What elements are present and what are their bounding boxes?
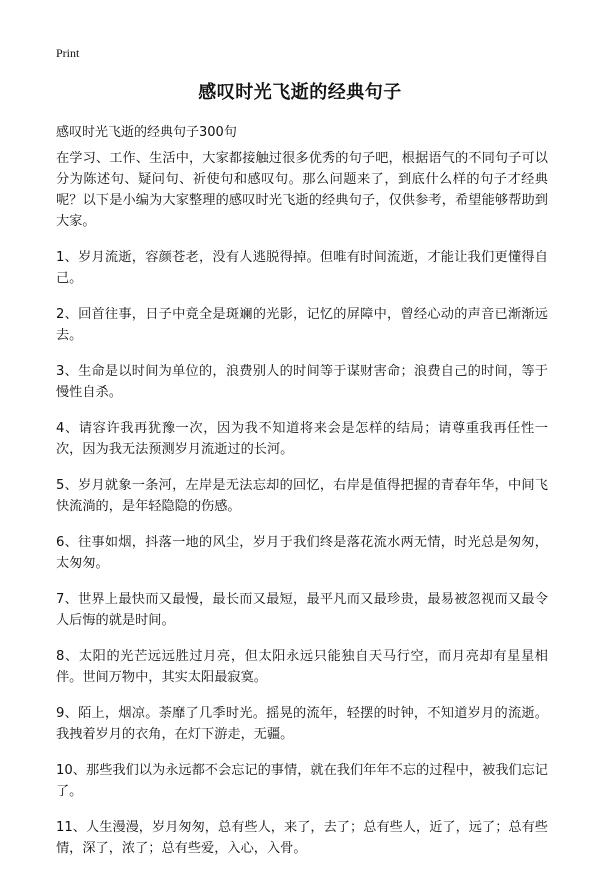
sentence-item-6: 6、往事如烟，抖落一地的风尘，岁月于我们终是落花流水两无情，时光总是匆匆，太匆匆。 — [56, 535, 548, 571]
sentence-item-3: 3、生命是以时间为单位的，浪费别人的时间等于谋财害命；浪费自己的时间，等于慢性自杀。 — [56, 364, 548, 400]
sentence-item-7: 7、世界上最快而又最慢，最长而又最短，最平凡而又最珍贵，最易被忽视而又最令人后悔的就是时间。 — [56, 592, 548, 628]
sentence-item-5: 5、岁月就象一条河，左岸是无法忘却的回忆，右岸是值得把握的青春年华，中间飞快流淌的，是年轻隐隐的伤感。 — [56, 478, 548, 514]
sentence-item-11: 11、人生漫漫，岁月匆匆，总有些人，来了，去了；总有些人，近了，远了；总有些情，深了，浓了；总有些爱，入心，入骨。 — [56, 820, 548, 856]
sentence-item-8: 8、太阳的光芒远远胜过月亮，但太阳永远只能独自天马行空，而月亮却有星星相伴。世间万物中，其实太阳最寂寞。 — [56, 649, 548, 685]
intro-paragraph: 在学习、工作、生活中，大家都接触过很多优秀的句子吧，根据语气的不同句子可以分为陈述句、疑问句、祈使句和感叹句。那么问题来了，到底什么样的句子才经典呢？以下是小编为大家整理的感叹时光飞逝的经典句子，仅供参考，希望能够帮助到大家。 — [56, 151, 548, 229]
sentence-item-2: 2、回首往事，日子中竟全是斑斓的光影，记忆的屏障中，曾经心动的声音已渐渐远去。 — [56, 307, 548, 343]
document-subtitle: 感叹时光飞逝的经典句子300句 — [56, 125, 237, 140]
sentence-item-1: 1、岁月流逝，容颜苍老，没有人逃脱得掉。但唯有时间流逝，才能让我们更懂得自己。 — [56, 250, 548, 286]
sentence-item-4: 4、请容许我再犹豫一次，因为我不知道将来会是怎样的结局；请尊重我再任性一次，因为我无法预测岁月流逝过的长河。 — [56, 421, 548, 457]
sentence-item-10: 10、那些我们以为永远都不会忘记的事情，就在我们年年不忘的过程中，被我们忘记了。 — [56, 763, 548, 799]
sentence-item-9: 9、陌上，烟凉。荼靡了几季时光。摇晃的流年，轻摆的时钟，不知道岁月的流逝。我拽着岁月的衣角，在灯下游走，无疆。 — [56, 706, 548, 742]
page-title: 感叹时光飞逝的经典句子 — [198, 82, 402, 103]
article-body — [56, 148, 548, 874]
print-link[interactable]: Print — [56, 46, 80, 60]
